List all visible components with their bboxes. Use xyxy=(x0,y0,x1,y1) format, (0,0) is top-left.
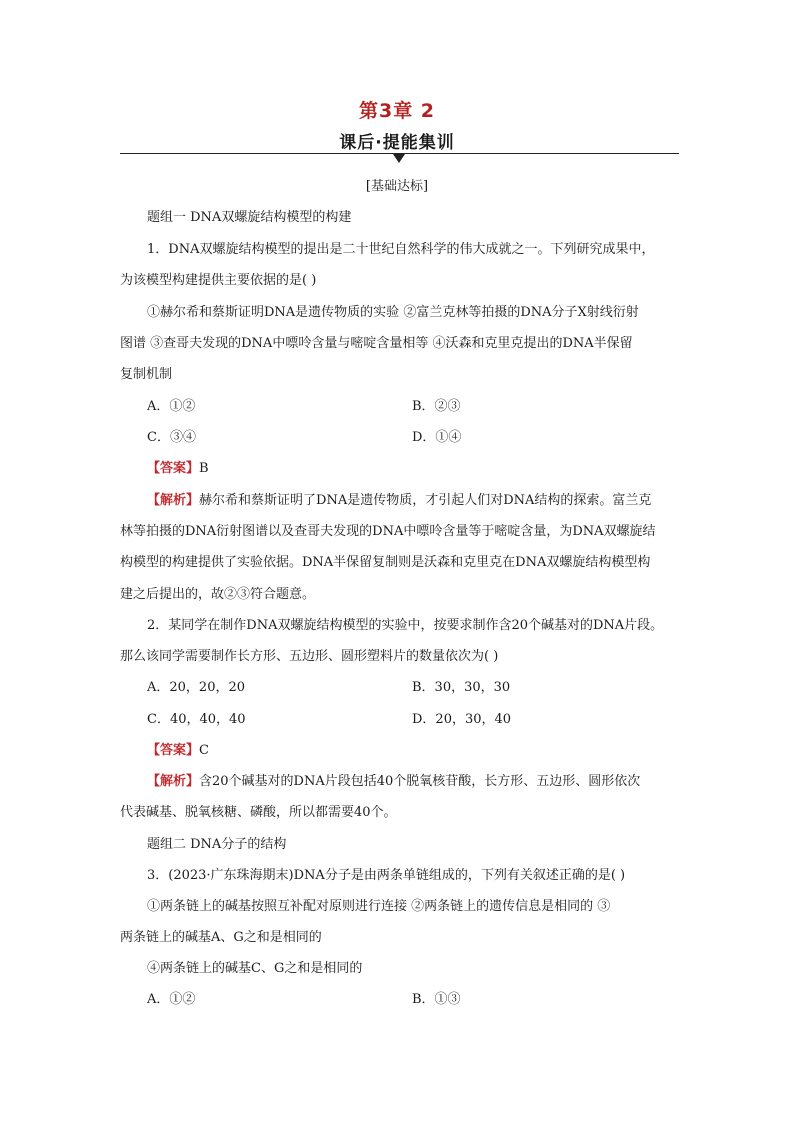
q2-answer-label: 【答案】 xyxy=(147,743,200,758)
q1-option-b: B．②③ xyxy=(412,399,461,414)
q1-analysis-line1 xyxy=(147,493,651,509)
q1-answer-label: 【答案】 xyxy=(147,461,200,476)
q3-items-line1: ①两条链上的碱基按照互补配对原则进行连接 ②两条链上的遗传信息是相同的 ③ xyxy=(147,899,611,914)
q2-answer-value: C xyxy=(199,743,209,758)
q1-option-c: C．③④ xyxy=(147,430,196,445)
q1-option-a: A．①② xyxy=(147,399,196,414)
q1-analysis-line4: 建之后提出的，故②③符合题意。 xyxy=(120,587,316,602)
q2-analysis-line1 xyxy=(147,774,640,790)
q3-option-a: A．①② xyxy=(147,992,196,1007)
q3-option-b: B．①③ xyxy=(412,992,461,1007)
group-heading-2: 题组二 DNA分子的结构 xyxy=(147,837,287,852)
q1-answer xyxy=(147,461,209,477)
section-heading: [基础达标] xyxy=(365,179,429,194)
q2-stem-line1: 2．某同学在制作DNA双螺旋结构模型的实验中，按要求制作含20个碱基对的DNA片段。 xyxy=(147,618,664,633)
q1-items-line3: 复制机制 xyxy=(120,367,173,382)
q1-stem-line1: 1．DNA双螺旋结构模型的提出是二十世纪自然科学的伟大成就之一。下列研究成果中， xyxy=(147,242,655,257)
q3-items-line2: 两条链上的碱基A、G之和是相同的 xyxy=(120,930,322,945)
q3-stem-line1: 3．(2023·广东珠海期末)DNA分子是由两条单链组成的，下列有关叙述正确的是( ) xyxy=(147,868,626,883)
q1-items-line1: ①赫尔希和蔡斯证明DNA是遗传物质的实验 ②富兰克林等拍摄的DNA分子X射线衍射 xyxy=(147,305,639,320)
q2-option-b: B．30，30，30 xyxy=(412,680,511,695)
q2-answer xyxy=(147,743,209,759)
q1-analysis-line3: 构模型的构建提供了实验依据。DNA半保留复制则是沃森和克里克在DNA双螺旋结构模型构 xyxy=(120,555,651,570)
q1-analysis-text1: 赫尔希和蔡斯证明了DNA是遗传物质，才引起人们对DNA结构的探索。富兰克 xyxy=(199,493,652,508)
q2-option-d: D．20，30，40 xyxy=(412,712,512,727)
chapter-title: 第3章 2 xyxy=(358,100,436,122)
q1-analysis-label: 【解析】 xyxy=(147,493,200,508)
q3-items-line3: ④两条链上的碱基C、G之和是相同的 xyxy=(147,961,363,976)
q1-items-line2: 图谱 ③查哥夫发现的DNA中嘌呤含量与嘧啶含量相等 ④沃森和克里克提出的DNA半保留 xyxy=(120,336,633,351)
q2-option-c: C．40，40，40 xyxy=(147,712,246,727)
group-heading-1: 题组一 DNA双螺旋结构模型的构建 xyxy=(147,210,352,225)
q1-analysis-line2: 林等拍摄的DNA衍射图谱以及查哥夫发现的DNA中嘌呤含量等于嘧啶含量，为DNA双螺旋结 xyxy=(120,524,656,539)
q2-option-a: A．20，20，20 xyxy=(147,680,246,695)
q2-analysis-text1: 含20个碱基对的DNA片段包括40个脱氧核苷酸，长方形、五边形、圆形依次 xyxy=(199,774,641,789)
q2-analysis-label: 【解析】 xyxy=(147,774,200,789)
q1-option-d: D．①④ xyxy=(412,430,462,445)
page-subtitle: 课后·提能集训 xyxy=(339,133,455,153)
down-triangle-icon xyxy=(393,154,405,163)
q2-analysis-line2: 代表碱基、脱氧核糖、磷酸，所以都需要40个。 xyxy=(120,805,397,820)
q1-stem-line2: 为该模型构建提供主要依据的是( ) xyxy=(120,273,317,288)
q1-answer-value: B xyxy=(199,461,209,476)
q2-stem-line2: 那么该同学需要制作长方形、五边形、圆形塑料片的数量依次为( ) xyxy=(120,649,499,664)
